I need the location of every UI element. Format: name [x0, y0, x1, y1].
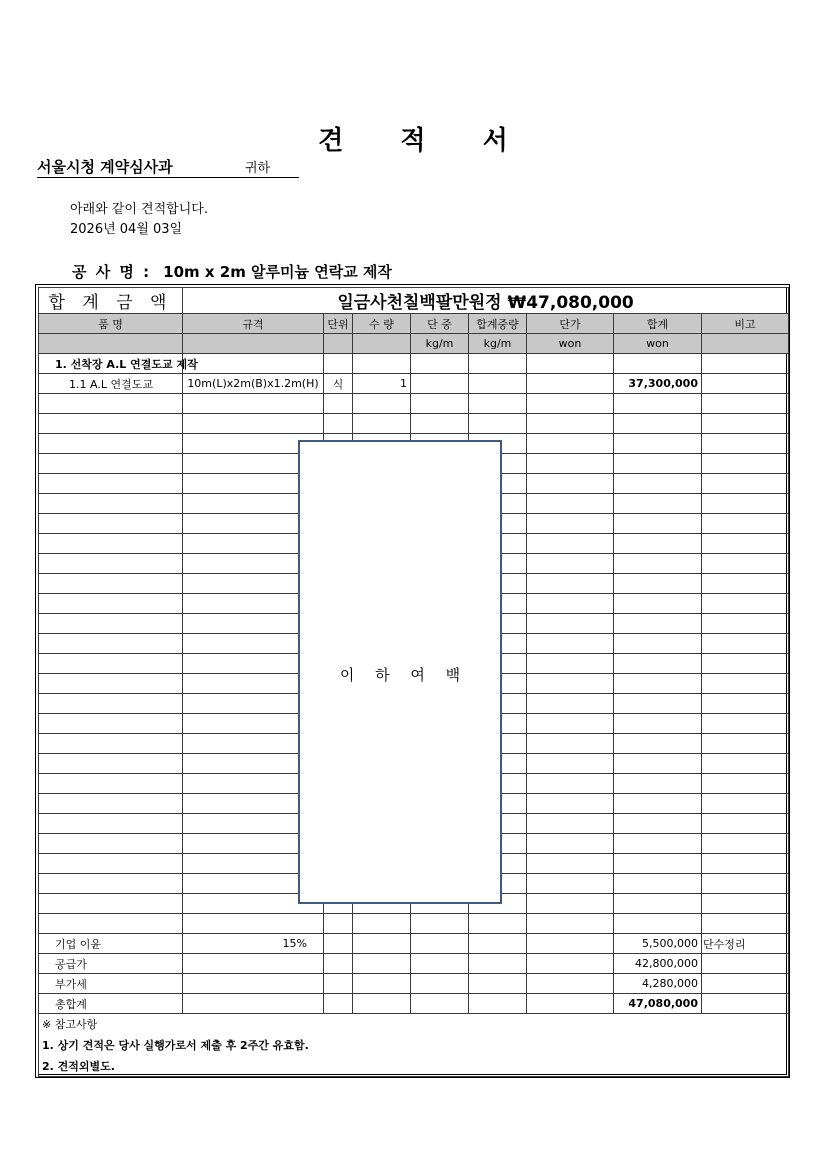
- totals-spec: [183, 994, 324, 1014]
- item-unit-weight: [411, 354, 469, 374]
- empty-cell: [39, 894, 183, 914]
- empty-cell: [702, 494, 789, 514]
- empty-cell: [324, 414, 353, 434]
- empty-cell: [702, 574, 789, 594]
- empty-cell: [39, 554, 183, 574]
- empty-cell: [527, 574, 614, 594]
- empty-cell: [469, 394, 527, 414]
- empty-cell: [527, 934, 614, 954]
- notes-row: [39, 1056, 789, 1077]
- item-unit-weight: [411, 374, 469, 394]
- totals-note: [702, 974, 789, 994]
- empty-cell: [353, 934, 411, 954]
- totals-label: 공급가: [39, 954, 183, 974]
- empty-cell: [527, 454, 614, 474]
- recipient-line: [37, 156, 299, 178]
- recipient-honorific: 귀하: [245, 161, 271, 176]
- empty-cell: [469, 954, 527, 974]
- empty-cell: [353, 954, 411, 974]
- empty-cell: [39, 514, 183, 534]
- empty-cell: [39, 694, 183, 714]
- empty-cell: [183, 394, 324, 414]
- empty-cell: [702, 454, 789, 474]
- empty-cell: [469, 994, 527, 1014]
- blank-below-notice: [298, 440, 502, 904]
- empty-cell: [39, 674, 183, 694]
- empty-cell: [614, 894, 702, 914]
- empty-cell: [702, 874, 789, 894]
- empty-cell: [324, 914, 353, 934]
- unit-header-row: [39, 334, 789, 354]
- table-row-empty: [39, 394, 789, 414]
- totals-amount: 5,500,000: [614, 934, 702, 954]
- empty-cell: [353, 974, 411, 994]
- empty-cell: [39, 654, 183, 674]
- notes-line-2: 2. 견적외별도.: [39, 1056, 789, 1077]
- empty-cell: [702, 434, 789, 454]
- total-unit: won: [614, 334, 702, 354]
- totals-row: [39, 974, 789, 994]
- empty-cell: [614, 774, 702, 794]
- col-qty: 수 량: [353, 314, 411, 334]
- quote-date: 2026년 04월 03일: [70, 222, 183, 237]
- empty-cell: [702, 674, 789, 694]
- empty-cell: [614, 454, 702, 474]
- empty-cell: [614, 594, 702, 614]
- empty-cell: [614, 614, 702, 634]
- item-qty: [353, 354, 411, 374]
- empty-cell: [614, 494, 702, 514]
- totals-label: 총합계: [39, 994, 183, 1014]
- empty-cell: [527, 394, 614, 414]
- empty-cell: [353, 414, 411, 434]
- item-total-weight: [469, 354, 527, 374]
- empty-cell: [527, 854, 614, 874]
- empty-cell: [324, 954, 353, 974]
- totals-label: 기업 이윤: [39, 934, 183, 954]
- empty-cell: [527, 634, 614, 654]
- empty-cell: [614, 394, 702, 414]
- totals-spec: 15%: [183, 934, 324, 954]
- empty-cell: [702, 854, 789, 874]
- empty-cell: [614, 414, 702, 434]
- empty-cell: [469, 974, 527, 994]
- empty-cell: [527, 894, 614, 914]
- totals-amount: 42,800,000: [614, 954, 702, 974]
- empty-cell: [183, 914, 324, 934]
- empty-cell: [527, 994, 614, 1014]
- empty-cell: [411, 994, 469, 1014]
- empty-cell: [527, 434, 614, 454]
- empty-cell: [324, 934, 353, 954]
- empty-cell: [614, 514, 702, 534]
- empty-cell: [411, 914, 469, 934]
- empty-cell: [39, 714, 183, 734]
- item-total: 37,300,000: [614, 374, 702, 394]
- empty-cell: [324, 994, 353, 1014]
- empty-cell: [614, 654, 702, 674]
- empty-cell: [614, 734, 702, 754]
- unit-cell-note: [702, 334, 789, 354]
- empty-cell: [353, 914, 411, 934]
- col-unit-price: 단가: [527, 314, 614, 334]
- empty-cell: [39, 914, 183, 934]
- item-unit-price: [527, 374, 614, 394]
- empty-cell: [702, 814, 789, 834]
- empty-cell: [353, 994, 411, 1014]
- empty-cell: [614, 694, 702, 714]
- empty-cell: [702, 614, 789, 634]
- empty-cell: [702, 694, 789, 714]
- unit-cell-spec: [183, 334, 324, 354]
- empty-cell: [527, 754, 614, 774]
- empty-cell: [702, 634, 789, 654]
- empty-cell: [39, 434, 183, 454]
- notes-row: [39, 1035, 789, 1056]
- empty-cell: [527, 534, 614, 554]
- empty-cell: [527, 674, 614, 694]
- empty-cell: [527, 834, 614, 854]
- empty-cell: [39, 734, 183, 754]
- empty-cell: [527, 654, 614, 674]
- empty-cell: [411, 954, 469, 974]
- item-name: 1. 선착장 A.L 연결도교 제작: [39, 354, 183, 374]
- empty-cell: [614, 854, 702, 874]
- item-unit-price: [527, 354, 614, 374]
- empty-cell: [527, 954, 614, 974]
- empty-cell: [39, 414, 183, 434]
- empty-cell: [702, 394, 789, 414]
- empty-cell: [39, 394, 183, 414]
- empty-cell: [527, 694, 614, 714]
- empty-cell: [614, 874, 702, 894]
- item-total: [614, 354, 702, 374]
- item-unit: 식: [324, 374, 353, 394]
- total-weight-unit: kg/m: [469, 334, 527, 354]
- empty-cell: [614, 914, 702, 934]
- totals-spec: [183, 954, 324, 974]
- col-item: 품 명: [39, 314, 183, 334]
- summary-label: 합 계 금 액: [39, 288, 183, 314]
- empty-cell: [39, 754, 183, 774]
- table-row-empty: [39, 414, 789, 434]
- totals-note: 단수정리: [702, 934, 789, 954]
- project-title: [72, 261, 392, 282]
- summary-amount: 일금사천칠백팔만원정 ₩47,080,000: [183, 288, 789, 314]
- item-name: 1.1 A.L 연결도교: [39, 374, 183, 394]
- empty-cell: [527, 614, 614, 634]
- empty-cell: [614, 794, 702, 814]
- table-row-empty: [39, 914, 789, 934]
- empty-cell: [39, 834, 183, 854]
- unit-cell-qty: [353, 334, 411, 354]
- empty-cell: [614, 714, 702, 734]
- column-header-row: [39, 314, 789, 334]
- col-spec: 규격: [183, 314, 324, 334]
- empty-cell: [39, 614, 183, 634]
- empty-cell: [702, 894, 789, 914]
- recipient-name: 서울시청 계약심사과: [37, 158, 173, 176]
- empty-cell: [39, 494, 183, 514]
- project-name: 10m x 2m 알루미늄 연락교 제작: [163, 263, 392, 281]
- empty-cell: [39, 574, 183, 594]
- item-spec: [183, 354, 324, 374]
- project-label: 공 사 명 :: [72, 263, 152, 281]
- empty-cell: [702, 534, 789, 554]
- empty-cell: [614, 754, 702, 774]
- empty-cell: [614, 474, 702, 494]
- intro-line: 아래와 같이 견적합니다.: [70, 202, 208, 217]
- unit-cell-unit: [324, 334, 353, 354]
- empty-cell: [39, 534, 183, 554]
- empty-cell: [614, 814, 702, 834]
- empty-cell: [39, 794, 183, 814]
- notes-line-1: 1. 상기 견적은 당사 실행가로서 제출 후 2주간 유효함.: [39, 1035, 789, 1056]
- empty-cell: [702, 834, 789, 854]
- empty-cell: [702, 734, 789, 754]
- empty-cell: [702, 794, 789, 814]
- empty-cell: [614, 534, 702, 554]
- totals-row: [39, 994, 789, 1014]
- empty-cell: [614, 574, 702, 594]
- empty-cell: [411, 394, 469, 414]
- empty-cell: [527, 714, 614, 734]
- empty-cell: [469, 934, 527, 954]
- empty-cell: [527, 974, 614, 994]
- empty-cell: [39, 474, 183, 494]
- empty-cell: [702, 654, 789, 674]
- empty-cell: [469, 414, 527, 434]
- empty-cell: [702, 474, 789, 494]
- totals-spec: [183, 974, 324, 994]
- empty-cell: [527, 814, 614, 834]
- table-row-item-0: [39, 354, 789, 374]
- empty-cell: [702, 514, 789, 534]
- empty-cell: [411, 934, 469, 954]
- empty-cell: [411, 414, 469, 434]
- notes-row: [39, 1014, 789, 1035]
- intro-block: [70, 200, 208, 240]
- empty-cell: [702, 594, 789, 614]
- item-note: [702, 374, 789, 394]
- totals-note: [702, 954, 789, 974]
- blank-notice-text: 이 하 여 백: [339, 666, 469, 684]
- empty-cell: [702, 774, 789, 794]
- item-qty: 1: [353, 374, 411, 394]
- col-unit: 단위: [324, 314, 353, 334]
- empty-cell: [702, 714, 789, 734]
- unit-cell-item: [39, 334, 183, 354]
- empty-cell: [527, 474, 614, 494]
- empty-cell: [527, 914, 614, 934]
- col-unit-weight: 단 중: [411, 314, 469, 334]
- empty-cell: [39, 874, 183, 894]
- item-spec: 10m(L)x2m(B)x1.2m(H): [183, 374, 324, 394]
- empty-cell: [614, 634, 702, 654]
- col-total-weight: 합계중량: [469, 314, 527, 334]
- empty-cell: [527, 554, 614, 574]
- totals-row: [39, 934, 789, 954]
- empty-cell: [411, 974, 469, 994]
- empty-cell: [39, 854, 183, 874]
- empty-cell: [614, 434, 702, 454]
- totals-label: 부가세: [39, 974, 183, 994]
- empty-cell: [702, 914, 789, 934]
- empty-cell: [702, 414, 789, 434]
- item-unit: [324, 354, 353, 374]
- unit-weight-unit: kg/m: [411, 334, 469, 354]
- empty-cell: [527, 494, 614, 514]
- empty-cell: [324, 394, 353, 414]
- empty-cell: [527, 874, 614, 894]
- empty-cell: [527, 514, 614, 534]
- unit-price-unit: won: [527, 334, 614, 354]
- empty-cell: [702, 554, 789, 574]
- empty-cell: [614, 834, 702, 854]
- summary-row: [39, 288, 789, 314]
- empty-cell: [527, 594, 614, 614]
- empty-cell: [527, 414, 614, 434]
- item-total-weight: [469, 374, 527, 394]
- empty-cell: [353, 394, 411, 414]
- empty-cell: [39, 454, 183, 474]
- empty-cell: [469, 914, 527, 934]
- table-row-item-1: [39, 374, 789, 394]
- notes-header: ※ 참고사항: [39, 1014, 789, 1035]
- empty-cell: [39, 594, 183, 614]
- empty-cell: [614, 554, 702, 574]
- empty-cell: [39, 634, 183, 654]
- empty-cell: [183, 414, 324, 434]
- empty-cell: [324, 974, 353, 994]
- col-total: 합계: [614, 314, 702, 334]
- empty-cell: [614, 674, 702, 694]
- empty-cell: [527, 774, 614, 794]
- empty-cell: [39, 814, 183, 834]
- totals-amount: 47,080,000: [614, 994, 702, 1014]
- item-note: [702, 354, 789, 374]
- empty-cell: [702, 754, 789, 774]
- totals-row: [39, 954, 789, 974]
- empty-cell: [527, 734, 614, 754]
- totals-amount: 4,280,000: [614, 974, 702, 994]
- col-note: 비고: [702, 314, 789, 334]
- empty-cell: [527, 794, 614, 814]
- totals-note: [702, 994, 789, 1014]
- document-title: 견 적 서: [318, 126, 532, 156]
- empty-cell: [39, 774, 183, 794]
